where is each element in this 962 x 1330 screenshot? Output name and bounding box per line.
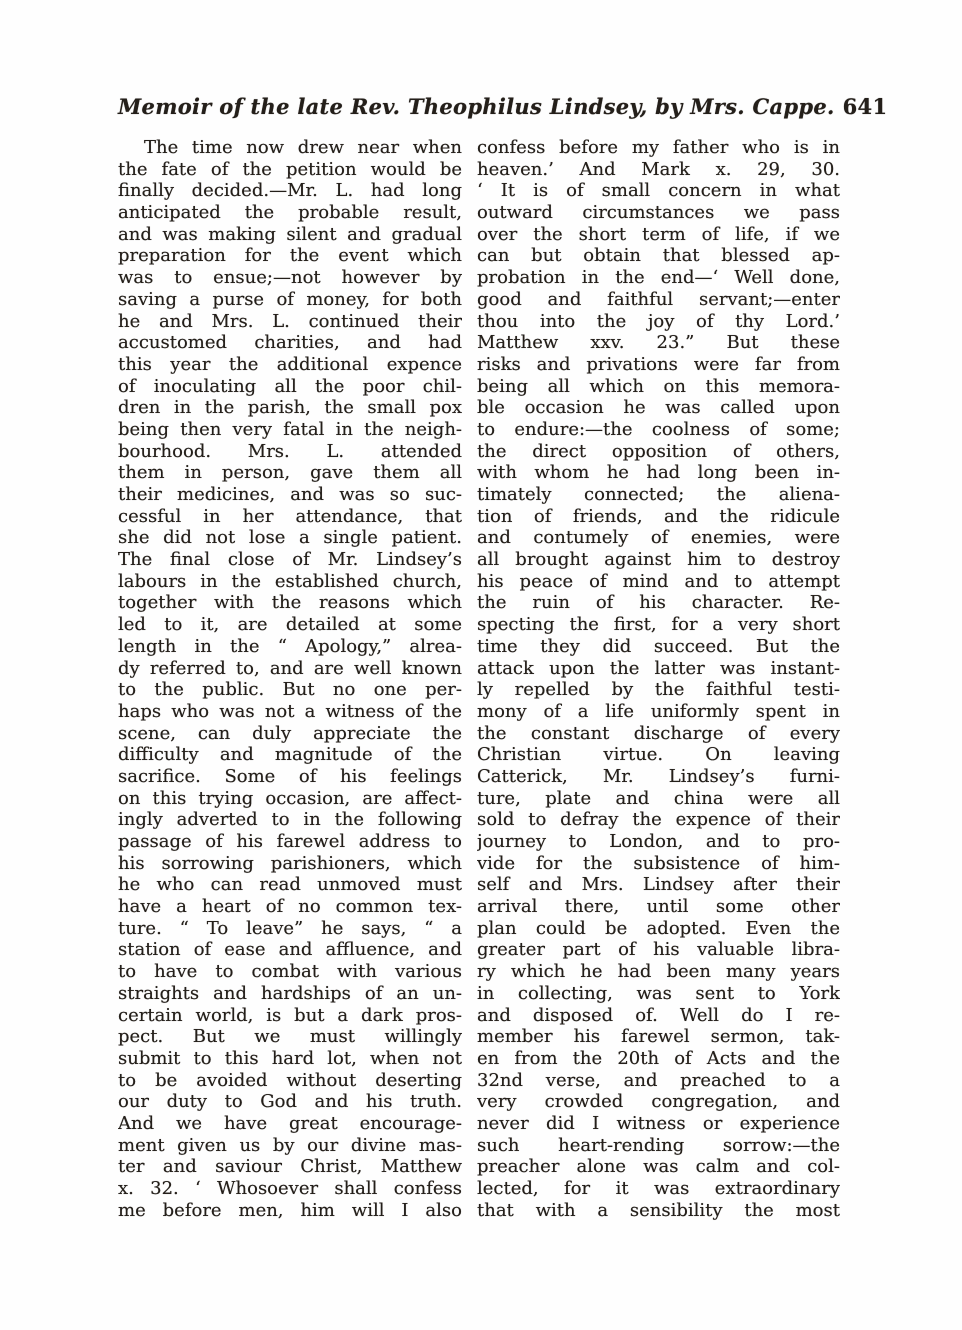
text-line: member his farewel sermon, tak- [477,1026,840,1048]
text-line: of inoculating all the poor chil- [118,375,462,397]
text-line: on this trying occasion, are affect- [118,787,462,809]
text-line: vide for the subsistence of him- [477,852,840,874]
text-line: probation in the end—‘ Well done, [477,267,840,289]
text-line: greater part of his valuable libra- [477,939,840,961]
text-line: being then very fatal in the neigh- [118,418,462,440]
text-line: scene, can duly appreciate the [118,722,462,744]
text-line: labours in the established church, [118,570,462,592]
text-line: accustomed charities, and had [118,332,462,354]
text-line: x. 32. ‘ Whosoever shall confess [118,1178,462,1199]
page-number: 641 [842,94,888,119]
text-line: Catterick, Mr. Lindsey’s furni- [477,765,840,787]
text-line: the fate of the petition would be [118,158,462,180]
text-line: Christian virtue. On leaving [477,744,840,766]
text-line: preparation for the event which [118,245,462,267]
text-line: The time now drew near when [144,137,462,158]
text-line: can but obtain that blessed ap- [477,245,840,267]
text-line: length in the “ Apology,” alrea- [118,635,462,657]
text-line: 32nd verse, and preached to a [477,1069,840,1091]
text-line: tion of friends, and the ridicule [477,505,840,527]
text-line: ble occasion he was called upon [477,397,840,419]
text-line: preacher alone was calm and col- [477,1156,840,1178]
text-line: risks and privations were far from [477,353,840,375]
running-header [118,94,888,119]
text-line: specting the first, for a very short [477,614,840,636]
text-line: lected, for it was extraordinary [477,1178,840,1199]
text-line: thou into the joy of thy Lord.’ [477,310,840,332]
text-line: and contumely of enemies, were [477,527,840,549]
text-line: their medicines, and was so suc- [118,484,462,505]
text-line: ter and saviour Christ, Matthew [118,1156,462,1178]
text-line: pect. But we must willingly [118,1026,462,1048]
text-line: straights and hardships of an un- [118,982,462,1004]
text-line: arrival there, until some other [477,896,840,918]
text-line: never did I witness or experience [477,1112,840,1134]
text-line: in collecting, was sent to York [477,982,840,1004]
text-line: sacrifice. Some of his feelings [118,765,462,787]
text-line: being all which on this memora- [477,375,840,397]
text-line: ‘ It is of small concern in what [477,180,840,202]
text-line: ment given us by our divine mas- [118,1134,462,1156]
text-line: ingly adverted to in the following [118,809,462,831]
text-line: self and Mrs. Lindsey after their [477,874,840,896]
text-columns [118,137,840,1221]
text-line: the direct opposition of others, [477,440,840,462]
text-line: attack upon the latter was instant- [477,657,840,679]
text-line: that with a sensibility the most [477,1199,840,1221]
text-line: and disposed of. Well do I re- [477,1004,840,1026]
text-line: to be avoided without deserting [118,1069,462,1091]
text-line: The final close of Mr. Lindsey’s [118,549,462,571]
text-line: he who can read unmoved must [118,874,462,896]
text-line: good and faithful servant;—enter [477,288,840,310]
text-line: dy referred to, and are well known [118,657,462,679]
right-column [477,137,840,1221]
text-line: ture, plate and china were all [477,787,840,809]
text-line: to endure:—the coolness of some; [477,418,840,440]
text-line: sold to defray the expence of their [477,809,840,831]
text-line: all brought against him to destroy [477,549,840,571]
text-line: haps who was not a witness of the [118,700,462,722]
text-line: led to it, are detailed at some [118,614,462,636]
text-line: bourhood. Mrs. L. attended [118,440,462,462]
text-line: me before men, him will I also [118,1199,462,1221]
text-line: journey to London, and to pro- [477,831,840,852]
text-line: ry which he had been many years [477,961,840,983]
text-line: to the public. But no one per- [118,679,462,701]
text-line: ly repelled by the faithful testi- [477,679,840,701]
text-line: passage of his farewel address to [118,831,462,852]
text-line: Matthew xxv. 23.” But these [477,332,840,354]
text-line: submit to this hard lot, when not [118,1047,462,1069]
text-line: to have to combat with various [118,961,462,983]
text-line: plan could be adopted. Even the [477,917,840,939]
text-line: ture. “ To leave” he says, “ a [118,917,462,939]
text-line: the constant discharge of every [477,722,840,744]
text-line: timately connected; the aliena- [477,484,840,505]
text-line: our duty to God and his truth. [118,1091,462,1113]
text-line: anticipated the probable result, [118,202,462,224]
text-line: confess before my father who is in [477,137,840,158]
text-line: mony of a life uniformly spent in [477,700,840,722]
text-line: and was making silent and gradual [118,223,462,245]
left-column [118,137,462,1221]
text-line: finally decided.—Mr. L. had long [118,180,462,202]
text-line: dren in the parish, the small pox [118,397,462,419]
text-line: was to ensue;—not however by [118,267,462,289]
text-line: en from the 20th of Acts and the [477,1047,840,1069]
text-line: have a heart of no common tex- [118,896,462,918]
text-line: he and Mrs. L. continued their [118,310,462,332]
text-line: his sorrowing parishioners, which [118,852,462,874]
text-line: with whom he had long been in- [477,462,840,484]
header-title: Memoir of the late Rev. Theophilus Lindsey, by Mrs. Cappe. [118,94,835,119]
text-line: station of ease and affluence, and [118,939,462,961]
text-line: his peace of mind and to attempt [477,570,840,592]
text-line: saving a purse of money, for both [118,288,462,310]
text-line: heaven.’ And Mark x. 29, 30. [477,158,840,180]
text-line: together with the reasons which [118,592,462,614]
text-line: them in person, gave them all [118,462,462,484]
text-line: the ruin of his character. Re- [477,592,840,614]
text-line: And we have great encourage- [118,1112,462,1134]
text-line: outward circumstances we pass [477,202,840,224]
text-line: this year the additional expence [118,353,462,375]
text-line: such heart-rending sorrow:—the [477,1134,840,1156]
text-line: very crowded congregation, and [477,1091,840,1113]
text-line: cessful in her attendance, that [118,505,462,527]
text-line: certain world, is but a dark pros- [118,1004,462,1026]
text-line: she did not lose a single patient. [118,527,462,549]
text-line: difficulty and magnitude of the [118,744,462,766]
text-line: over the short term of life, if we [477,223,840,245]
text-line: time they did succeed. But the [477,635,840,657]
